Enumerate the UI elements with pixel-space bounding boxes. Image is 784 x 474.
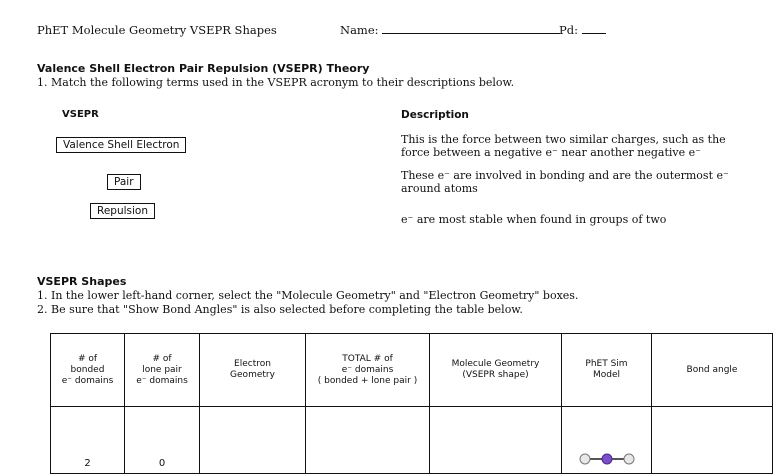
term-valence-shell-electron[interactable]: Valence Shell Electron [56,137,186,153]
table-header-row [51,334,773,407]
header-molecule-geometry: Molecule Geometry (VSEPR shape) [430,334,562,407]
linear-molecule-icon [577,452,637,466]
description-line: e⁻ are most stable when found in groups of two [401,213,667,226]
cell-molecule-geometry[interactable] [430,407,562,474]
cell-electron-geometry[interactable] [200,407,306,474]
section2-title: VSEPR Shapes [37,275,127,288]
cell-total-domains[interactable] [306,407,430,474]
vsepr-column-header: VSEPR [62,109,99,120]
period-label: Pd: [559,23,578,37]
cell-lone-pair-domains: 0 [125,407,200,474]
header-total-domains: TOTAL # of e⁻ domains ( bonded + lone pair ) [306,334,430,407]
table-row [51,407,773,474]
section1-instruction: 1. Match the following terms used in the VSEPR acronym to their descriptions below. [37,76,515,89]
header-lone-pair-domains: # of lone pair e⁻ domains [125,334,200,407]
header-bonded-domains: # of bonded e⁻ domains [51,334,125,407]
description-force[interactable] [401,133,726,159]
section1-title: Valence Shell Electron Pair Repulsion (VSEPR) Theory [37,62,370,75]
vsepr-shapes-table [50,333,773,474]
description-line: This is the force between two similar charges, such as the [401,133,726,146]
description-pairs[interactable] [401,213,666,226]
description-column-header: Description [401,109,469,121]
cell-phet-sim-model [562,407,652,474]
section2-step-2: 2. Be sure that "Show Bond Angles" is also selected before completing the table below. [37,303,523,316]
term-repulsion[interactable]: Repulsion [90,203,155,219]
cell-bond-angle[interactable] [652,407,773,474]
description-line: force between a negative e⁻ near another negative e⁻ [401,146,701,159]
description-line: around atoms [401,182,478,195]
name-field[interactable] [340,23,560,37]
cell-bonded-domains: 2 [51,407,125,474]
header-phet-sim-model: PhET Sim Model [562,334,652,407]
description-line: These e⁻ are involved in bonding and are the outermost e⁻ [401,169,729,182]
worksheet-title: PhET Molecule Geometry VSEPR Shapes [37,23,277,37]
section2-step-1: 1. In the lower left-hand corner, select the "Molecule Geometry" and "Electron Geometry" boxes. [37,289,579,302]
period-field[interactable] [559,23,606,37]
term-pair[interactable]: Pair [107,174,141,190]
period-blank[interactable] [582,33,606,34]
header-electron-geometry: Electron Geometry [200,334,306,407]
name-blank[interactable] [382,33,560,34]
name-label: Name: [340,23,379,37]
description-valence[interactable] [401,169,729,195]
header-bond-angle: Bond angle [652,334,773,407]
